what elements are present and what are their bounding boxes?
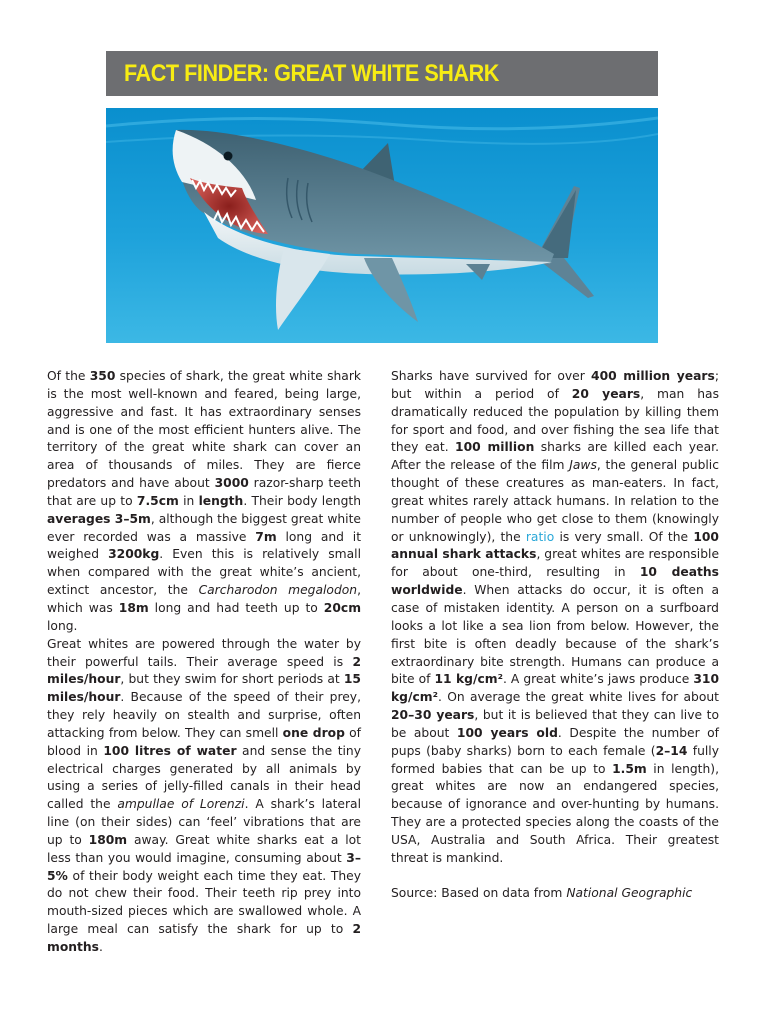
emphasis-text: 100 annual shark attacks — [391, 529, 719, 562]
body-text: Sharks have survived for over — [391, 369, 592, 383]
emphasis-text: 20 years — [571, 386, 641, 401]
italic-text: National Geographic — [566, 885, 693, 900]
emphasis-text: 180m — [88, 832, 128, 847]
emphasis-text: 3200kg — [108, 547, 160, 562]
emphasis-text: 11 kg/cm² — [434, 672, 503, 687]
body-text: , but it is believed that they can live to be about — [391, 708, 719, 740]
body-text: Great whites are powered through the water by their powerful tails. Their average speed is — [47, 636, 361, 669]
body-text: , the general public thought of these creatures as man-eaters. In fact, great whites rarely attack humans. In relation to the number of people who get close to them (knowingly or unknowingly), the — [391, 458, 719, 544]
emphasis-text: 7m — [255, 529, 277, 544]
title-banner — [106, 51, 658, 96]
emphasis-text: 18m — [118, 600, 149, 615]
body-text: . Despite the number of pups (baby sharks) born to each female ( — [391, 725, 720, 758]
emphasis-text: 400 million years — [591, 369, 715, 383]
right-paragraph-1 — [391, 368, 719, 868]
italic-text: Carcharodon megalodon — [198, 583, 358, 598]
body-text: razor-sharp teeth that are up to — [47, 476, 361, 508]
emphasis-text: length — [198, 493, 244, 508]
body-text: long. — [47, 618, 78, 633]
emphasis-text: one drop — [282, 725, 345, 740]
emphasis-text: 100 litres of water — [103, 743, 237, 758]
page-title: FACT FINDER: GREAT WHITE SHARK — [124, 60, 499, 87]
body-text: long and had teeth up to — [148, 600, 324, 615]
article-left-column — [47, 368, 361, 957]
body-text: Source: Based on data from — [391, 885, 567, 900]
italic-text: ampullae of Lorenzi — [117, 797, 245, 812]
body-text: is very small. Of the — [554, 529, 694, 544]
body-text: , man has dramatically reduced the population by killing them for sport and food, and over fishing the sea life that they eat. — [391, 386, 719, 455]
body-text: . Their body length — [243, 493, 361, 508]
emphasis-text: 1.5m — [612, 761, 647, 776]
emphasis-text: 100 years old — [456, 725, 558, 740]
emphasis-text: 3–5% — [47, 850, 361, 883]
emphasis-text: 2–14 — [655, 743, 688, 758]
emphasis-text: 7.5cm — [136, 493, 179, 508]
body-text: . Even this is relatively small when compared with the great white’s ancient, extinct ancestor, the — [47, 547, 362, 598]
emphasis-text: 2 miles/hour — [47, 654, 361, 687]
body-text: , which was — [47, 583, 361, 615]
emphasis-text: 100 million — [455, 440, 535, 455]
emphasis-text: averages 3–5m — [47, 511, 151, 526]
body-text: Of the — [47, 369, 90, 383]
emphasis-text: 350 — [89, 369, 116, 383]
body-text: away. Great white sharks eat a lot less than you would imagine, consuming about — [47, 832, 362, 865]
glossary-link[interactable]: ratio — [525, 529, 555, 544]
emphasis-text: 310 kg/cm² — [391, 672, 719, 705]
emphasis-text: 10 deaths worldwide — [391, 565, 719, 598]
emphasis-text: 2 months — [47, 922, 361, 954]
body-text: sharks are killed each year. After the release of the film — [391, 440, 719, 473]
left-paragraph-1 — [47, 368, 361, 636]
emphasis-text: 15 miles/hour — [47, 672, 361, 705]
italic-text: Jaws — [569, 458, 597, 473]
emphasis-text: 3000 — [214, 476, 249, 491]
body-text: and sense the tiny electrical charges generated by all animals by using a series of jelly-filled canals in their head called the — [47, 743, 361, 812]
body-text: of blood in — [47, 725, 361, 758]
left-paragraph-2 — [47, 636, 361, 957]
body-text: . Because of the speed of their prey, they rely heavily on stealth and surprise, often attacking from below. They can smell — [47, 690, 361, 740]
body-text: . On average the great white lives for about — [437, 690, 719, 705]
body-text: fully formed babies that can be up to — [391, 743, 719, 776]
body-text: in — [178, 493, 199, 508]
emphasis-text: 20–30 years — [391, 708, 475, 723]
body-text: . A great white’s jaws produce — [502, 672, 694, 687]
body-text: , but they swim for short periods at — [120, 672, 344, 687]
body-text: . When attacks do occur, it is often a case of mistaken identity. A person on a surfboard looks a lot like a sea lion from below. However, the first bite is often deadly because of the shark’s extraordinary bite strength. Humans can produce a bite of — [391, 583, 719, 687]
body-text: long and it weighed — [47, 529, 362, 562]
body-text: , although the biggest great white ever recorded was a massive — [47, 511, 361, 544]
source-citation — [391, 885, 719, 903]
body-text: ; but within a period of — [391, 369, 719, 401]
body-text: . A shark’s lateral line (on their sides) can ‘feel’ vibrations that are up to — [47, 797, 361, 847]
body-text: of their body weight each time they eat. They do not chew their food. Their teeth rip prey into mouth-sized pieces which are swallowed whole. A large meal can satisfy the shark for up to — [47, 868, 361, 937]
shark-photo — [106, 108, 658, 343]
emphasis-text: 20cm — [323, 600, 362, 615]
body-text: in length), great whites are now an endangered species, because of ignorance and over-hunting by humans. They are a protected species along the coasts of the USA, Australia and South Africa. Their greatest threat is mankind. — [391, 761, 719, 865]
article-right-column — [391, 368, 719, 902]
body-text: . — [98, 940, 103, 954]
body-text: species of shark, the great white shark is the most well-known and feared, being large, aggressive and fast. It has extraordinary senses and is one of the most efficient hunters alive. The territory of the great white shark can cover an area of thousands of miles. They are fierce predators and have about — [47, 369, 361, 491]
body-text: , great whites are responsible for about one-third, resulting in — [391, 547, 720, 580]
